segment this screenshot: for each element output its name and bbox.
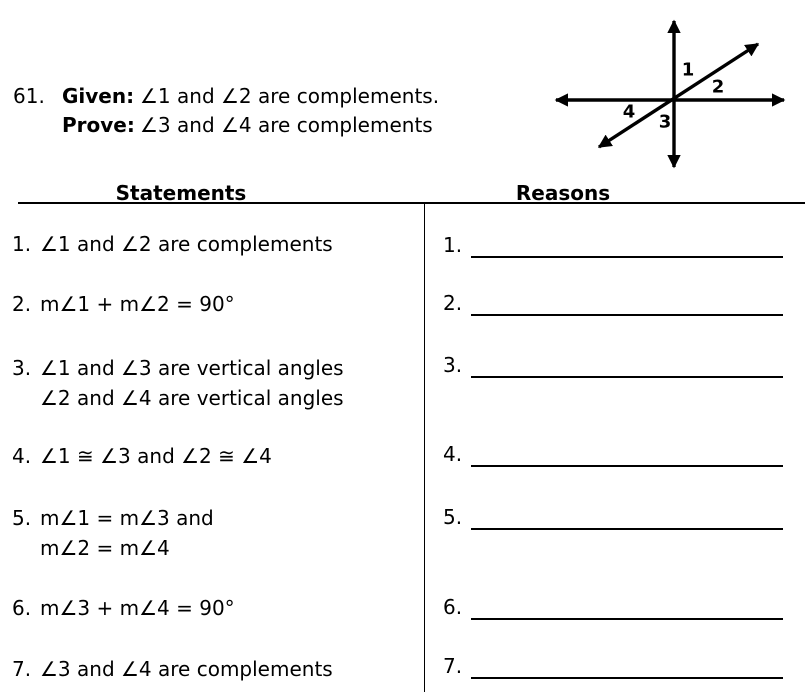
reason-row-1 bbox=[443, 232, 783, 258]
header-rule bbox=[18, 202, 805, 204]
statement-row-6 bbox=[12, 593, 235, 623]
reason-blank-line-2[interactable] bbox=[471, 290, 783, 316]
problem-number: 61. bbox=[13, 84, 45, 108]
statement-row-2 bbox=[12, 289, 235, 319]
column-divider bbox=[424, 203, 425, 692]
statement-number: 6. bbox=[12, 596, 32, 620]
statement-number: 7. bbox=[12, 657, 32, 681]
statement-number: 5. bbox=[12, 506, 32, 530]
statement-text: ∠1 ≅ ∠3 and ∠2 ≅ ∠4 bbox=[40, 444, 272, 468]
statement-number: 3. bbox=[12, 356, 32, 380]
angle-diagram bbox=[540, 5, 800, 175]
reason-number: 5. bbox=[443, 505, 463, 529]
reason-number: 7. bbox=[443, 654, 463, 678]
statement-text: m∠3 + m∠4 = 90° bbox=[40, 596, 235, 620]
diagonal-line bbox=[599, 44, 758, 147]
statement-row-4 bbox=[12, 441, 272, 471]
reason-row-5 bbox=[443, 504, 783, 530]
given-text: ∠1 and ∠2 are complements. bbox=[140, 84, 440, 108]
reason-row-3 bbox=[443, 352, 783, 378]
statement-text: m∠1 + m∠2 = 90° bbox=[40, 292, 235, 316]
reason-blank-line-5[interactable] bbox=[471, 504, 783, 530]
reason-row-7 bbox=[443, 653, 783, 679]
statement-text: ∠3 and ∠4 are complements bbox=[40, 657, 333, 681]
statement-row-5 bbox=[12, 503, 214, 563]
reason-number: 1. bbox=[443, 233, 463, 257]
prove-row bbox=[62, 112, 433, 138]
reason-row-4 bbox=[443, 441, 783, 467]
reason-number: 6. bbox=[443, 595, 463, 619]
angle-label-3: 3 bbox=[658, 111, 672, 133]
statements-header: Statements bbox=[115, 181, 247, 205]
reason-number: 2. bbox=[443, 291, 463, 315]
given-row bbox=[13, 83, 439, 109]
statement-number: 2. bbox=[12, 292, 32, 316]
statement-number: 4. bbox=[12, 444, 32, 468]
prove-label: Prove: bbox=[62, 113, 135, 137]
statement-row-7 bbox=[12, 654, 333, 684]
reason-row-6 bbox=[443, 594, 783, 620]
statement-row-1 bbox=[12, 229, 333, 259]
statement-number: 1. bbox=[12, 232, 32, 256]
angle-label-1: 1 bbox=[681, 59, 695, 81]
statement-text: m∠1 = m∠3 and m∠2 = m∠4 bbox=[40, 506, 214, 560]
reason-blank-line-1[interactable] bbox=[471, 232, 783, 258]
angle-label-4: 4 bbox=[622, 101, 636, 123]
reason-number: 4. bbox=[443, 442, 463, 466]
reason-blank-line-6[interactable] bbox=[471, 594, 783, 620]
statement-text: ∠1 and ∠3 are vertical angles ∠2 and ∠4 are vertical angles bbox=[40, 356, 344, 410]
statement-row-3 bbox=[12, 353, 344, 413]
reason-blank-line-7[interactable] bbox=[471, 653, 783, 679]
reason-number: 3. bbox=[443, 353, 463, 377]
reason-row-2 bbox=[443, 290, 783, 316]
prove-text: ∠3 and ∠4 are complements bbox=[140, 113, 433, 137]
statement-text: ∠1 and ∠2 are complements bbox=[40, 232, 333, 256]
given-label: Given: bbox=[62, 84, 135, 108]
reason-blank-line-3[interactable] bbox=[471, 352, 783, 378]
angle-label-2: 2 bbox=[711, 76, 725, 98]
reason-blank-line-4[interactable] bbox=[471, 441, 783, 467]
reasons-header: Reasons bbox=[515, 181, 611, 205]
